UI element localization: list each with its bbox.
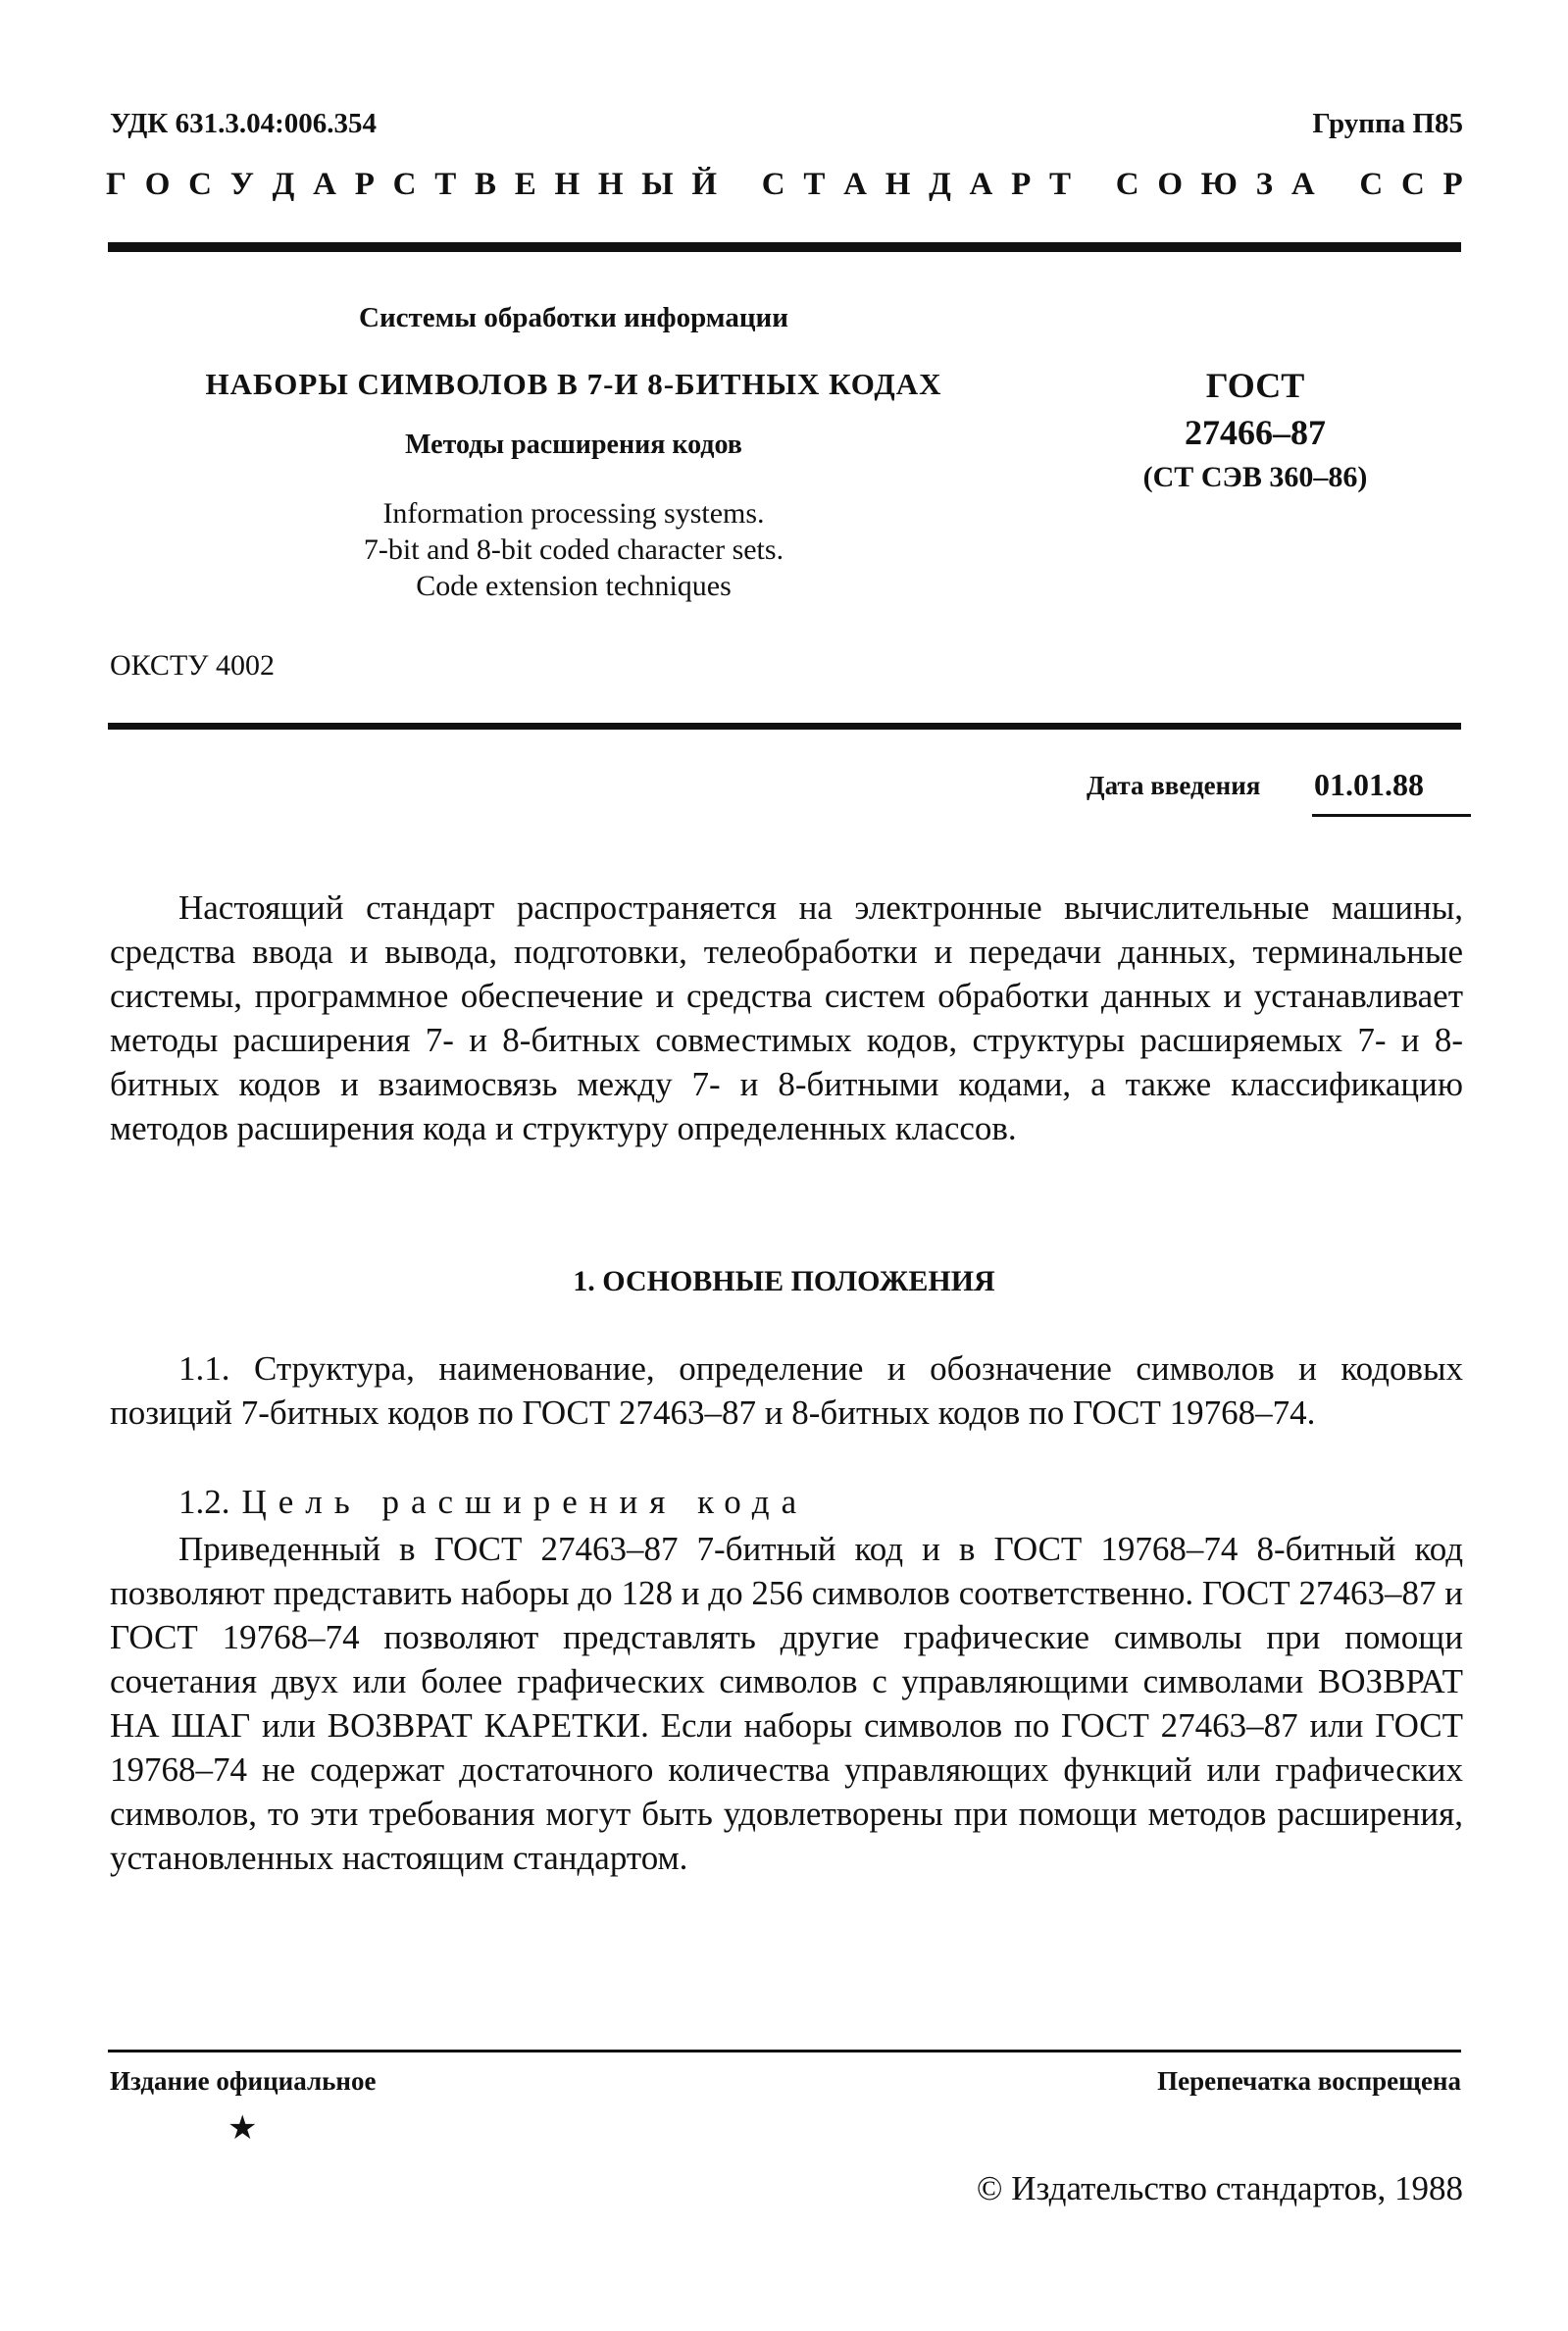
title-letter: Г <box>106 167 126 202</box>
title-letter: О <box>144 167 171 202</box>
title-letter: Д <box>272 167 295 202</box>
english-title <box>157 495 990 604</box>
title-letter: А <box>969 167 993 202</box>
document-subtitle: Методы расширения кодов <box>405 430 742 460</box>
state-standard-title <box>106 167 1463 203</box>
udc-code: УДК 631.3.04:006.354 <box>110 108 377 139</box>
title-letter: С <box>1400 167 1425 202</box>
title-letter: Е <box>514 167 536 202</box>
title-letter: А <box>1290 167 1315 202</box>
title-letter: С <box>188 167 212 202</box>
middle-rule <box>108 723 1461 730</box>
section-1-title: 1. ОСНОВНЫЕ ПОЛОЖЕНИЯ <box>573 1265 995 1297</box>
title-letter: С <box>1115 167 1139 202</box>
title-letter: А <box>313 167 336 202</box>
title-letter: Т <box>803 167 826 202</box>
top-rule <box>108 242 1461 252</box>
title-space <box>1089 167 1097 203</box>
introduction-date-label: Дата введения <box>1087 771 1261 800</box>
title-letter: Н <box>597 167 624 202</box>
item-1-1: 1.1. Структура, наименование, определение и обозначение символов и кодовых позиций 7-битных кодов по ГОСТ 27463–87 и 8-битных кодов по ГОСТ 19768–74. <box>110 1349 1463 1432</box>
item-1-2-text: Приведенный в ГОСТ 27463–87 7-битный код и в ГОСТ 19768–74 8-битный код позволяют представить наборы до 128 и до 256 символов соответственно. ГОСТ 27463–87 и ГОСТ 19768–74 позволяют представлять другие графические символы при помощи сочетания двух или более графических символов с управляющими символами ВОЗВРАТ НА ШАГ или ВОЗВРАТ КАРЕТКИ. Если наборы символов по ГОСТ 27463–87 или ГОСТ 19768–74 не содержат достаточного количества управляющих функций или графических символов, то эти требования могут быть удовлетворены при помощи методов расширения, установленных настоящим стандартом. <box>110 1530 1463 1877</box>
document-title: НАБОРЫ СИМВОЛОВ В 7-И 8-БИТНЫХ КОДАХ <box>205 367 942 401</box>
english-title-line-2: 7-bit and 8-bit coded character sets. <box>363 533 784 566</box>
copyright: © Издательство стандартов, 1988 <box>976 2169 1463 2207</box>
title-letter: З <box>1255 167 1274 202</box>
title-letter: Й <box>691 167 718 202</box>
item-1-2-heading <box>178 1483 808 1522</box>
okstu-code: ОКСТУ 4002 <box>110 649 276 682</box>
introduction-date: 01.01.88 <box>1314 767 1424 802</box>
title-letter: С <box>761 167 785 202</box>
scope-paragraph: Настоящий стандарт распространяется на электронные вычислительные машины, средства ввода и вывода, подготовки, телеобработки и передачи данных, терминальные системы, программное обеспечение и средства систем обработки данных и устанавливает методы расширения 7- и 8-битных совместимых кодов, структуры расширяемых 7- и 8-битных кодов и взаимосвязь между 7- и 8-битными кодами, а также классификацию методов расширения кода и структуру определенных классов. <box>110 888 1463 1147</box>
title-letter: Р <box>1442 167 1463 202</box>
item-1-2-title: Цель расширения кода <box>241 1483 809 1521</box>
cmea-number: (СТ СЭВ 360–86) <box>1142 461 1368 493</box>
title-letter: Ы <box>641 167 674 202</box>
title-letter: В <box>474 167 496 202</box>
title-letter: У <box>229 167 254 202</box>
title-letter: Н <box>885 167 911 202</box>
footer-rule <box>108 2050 1461 2052</box>
title-space <box>735 167 743 203</box>
title-letter: Р <box>354 167 375 202</box>
title-letter: С <box>392 167 417 202</box>
date-underline <box>1312 814 1471 817</box>
title-letter: Д <box>929 167 951 202</box>
item-1-2-number: 1.2. <box>178 1483 230 1521</box>
reprint-prohibited: Перепечатка воспрещена <box>1157 2066 1461 2096</box>
english-title-line-3: Code extension techniques <box>416 570 732 602</box>
system-title: Системы обработки информации <box>359 302 788 333</box>
group-code: Группа П85 <box>1312 108 1463 139</box>
title-letter: О <box>1157 167 1184 202</box>
title-letter: Р <box>1011 167 1032 202</box>
official-edition: Издание официальное <box>110 2066 377 2096</box>
star-icon: ★ <box>228 2110 258 2147</box>
title-letter: А <box>843 167 867 202</box>
title-space <box>1333 167 1340 203</box>
title-letter: Т <box>434 167 457 202</box>
title-letter: Н <box>554 167 581 202</box>
english-title-line-1: Information processing systems. <box>382 497 765 530</box>
gost-label: ГОСТ <box>1205 366 1305 405</box>
title-letter: Т <box>1049 167 1072 202</box>
title-letter: С <box>1359 167 1384 202</box>
title-letter: Ю <box>1200 167 1238 202</box>
gost-number: 27466–87 <box>1185 413 1326 452</box>
